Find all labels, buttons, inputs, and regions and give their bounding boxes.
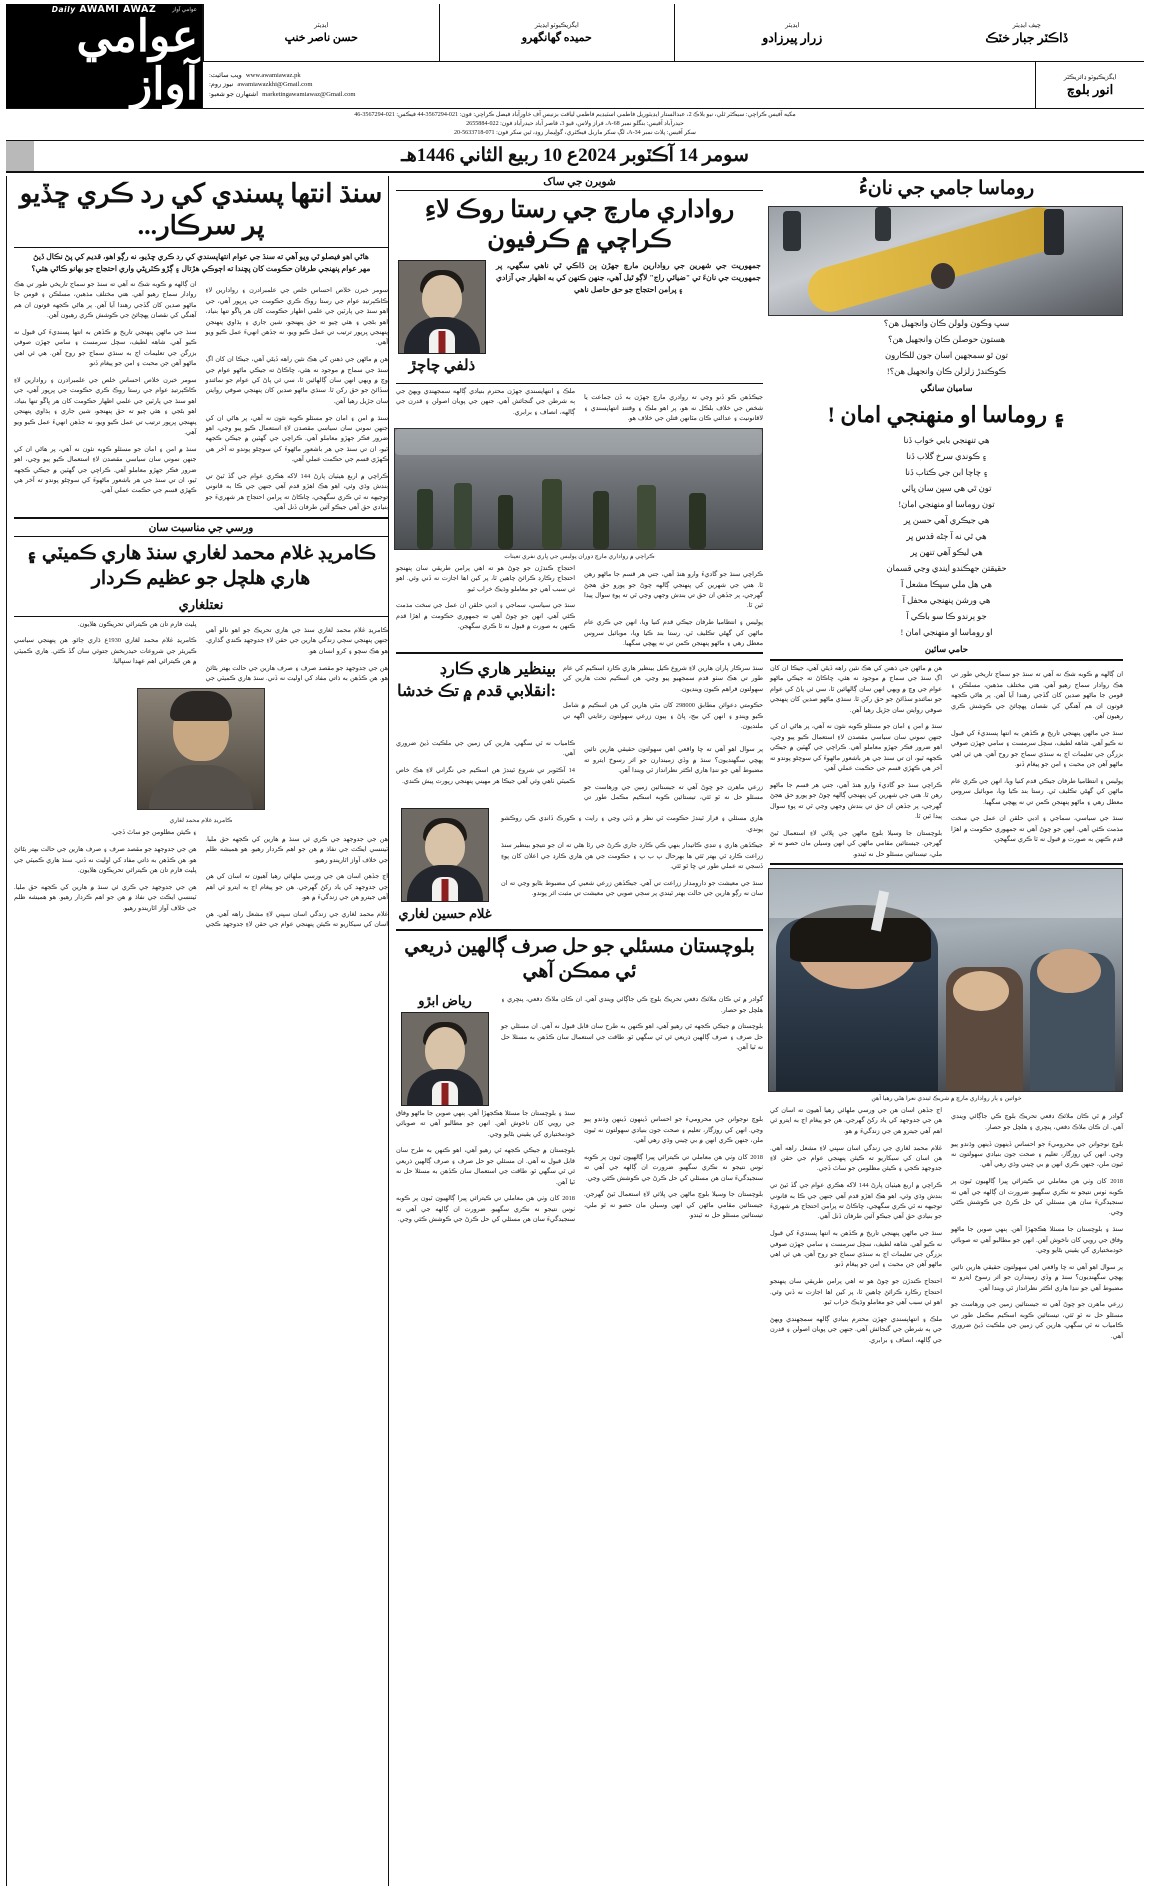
photo-tie-shape [439, 331, 446, 353]
divider [396, 929, 763, 931]
march-subhead-block [494, 260, 763, 301]
balochistan-author-name: رياض ابڙو [418, 992, 472, 1008]
left2-para-11: ملڪ ۽ انتهاپسندي جهڙن محترم بنيادي ڳالهه سمجهندي ويهڻ جي ٻه شرطن جي گنجائش آهي. جنهن جي پويان اصولن ۽ قدرن جي ڳالهه، انصاف ۽ برابري. [770, 1315, 942, 1344]
exec-director-cell [1035, 62, 1144, 108]
march-headline: رواداري مارچ جي رستا روڪ لاءِ ڪراچي ۾ ڪرفيون [424, 196, 735, 253]
march-body-mid [396, 564, 763, 650]
laghari-para-4: اڄ جڏهن اسان هن جي ورسي ملهائي رهيا آهيون ته اسان کي هن جي جدوجهد کي ياد رکڻ گهرجي. هن جو پيغام اڄ به ايترو ئي اهم آهي جيترو هن جي زندگيءَ ۾ هو. [205, 873, 388, 902]
hari-extra-body [501, 808, 763, 906]
hari-card-headline-block [396, 657, 556, 739]
divider [396, 383, 763, 384]
date-band [6, 141, 1144, 173]
laghari-body-bottom [14, 828, 388, 930]
left2-para-5: زرعي ماهرن جو چوڻ آهي ته جيستائين زمين جي ورهاست جو مسئلو حل نه ٿو ٿئي، تيستائين ڪوبه اسڪيم مڪمل طور تي ڪامياب نه ٿي سگهي. هارين کي زمين جي ملڪيت ڏيڻ ضروري آهي. [951, 1301, 1123, 1340]
logo-title-sindhi: عوامي آواز [76, 11, 198, 109]
balochistan-lead-body [501, 989, 763, 1060]
staff-name-0: حسن ناصر خنڀ [284, 31, 358, 44]
poem2-verse-10: هي ورشن پنهنجي محفل آ [902, 595, 991, 605]
laghari-para-1: هن جي جدوجهد جو مقصد صرف ۽ صرف هارين جي حالت بهتر بڻائڻ هو. هن ڪڏهن به ذاتي مفاد کي اوليت نه ڏني. سنڌ هاري ڪميٽي جي پليٽ فارم تان هن ڪيترائي تحريڪون هلايون. [78, 620, 388, 682]
staff-role-2: ايڊيٽر [785, 21, 800, 29]
masthead [6, 4, 1144, 108]
poem2-verse-12: او روماسا او منهنجي امان ! [900, 627, 993, 637]
masthead-contact-row [203, 61, 1144, 108]
hari-card-headline: بينظير هاري ڪارڊ :انقلابي قدم ۾ تڪ خدشا [397, 661, 556, 701]
left-para-6: ڪراچي سنڌ جو گاديءَ وارو هنڌ آهي، جتي هر قسم جا ماڻهو رهن ٿا. هتي جي شهرين کي پنهنجي ڳالهه چوڻ جو پورو حق هجڻ گهرجي، پر جڏهن ان حق تي بندش وجهي وڃي ٿي ته پوءِ سوال پيدا ٿين ٿا. [770, 781, 942, 820]
divider [14, 247, 388, 248]
hari-card-para-1: حڪومتي دعوائن مطابق 298000 کان مٿي هارين کي هن اسڪيم ۾ شامل ڪيو ويندو ۽ انهن کي بيج، ڀاڻ ۽ ٻيون زرعي سهولتون رعايتي اگهه تي ملنديون. [563, 702, 764, 731]
photo-tie-shape [442, 1083, 449, 1105]
staff-role-3: چيف ايڊيٽر [1012, 21, 1041, 29]
balochistan-headline: بلوچستان مسئلي جو حل صرف ڳالهين ذريعي ئي ممڪن آهي [404, 935, 755, 982]
poem2-verse-11: جو ٻرندو ڪا سو باڪي آ [906, 611, 987, 621]
hari-extra-para-1: جيڪڏهن هاري ۽ تنڊي ڪاتيدار بنهي ڪي ڪارڊ جاري ڪرڻ جي رٿا هڻي ته ان جو نتيجو بينظير سنڌ زراعت ڪارڊ ٿي بهتر ٿئي ها بهرحال پ ب پ ۽ حڪومت جي هن هاري ڪارڊ جي اعلان کان پوءِ ڏسجي ته عملي طور تي ڇا ٿو ٿئي. [501, 842, 763, 871]
divider [14, 616, 388, 617]
laghari-para-3: هن جي جدوجهد جي ڪري ئي سنڌ ۾ هارين کي ڪجهه حق مليا. ٽيننسي ايڪٽ جي نفاذ ۾ هن جو اهم ڪردار رهيو. هو هميشه ظلم جي خلاف آواز اٿاريندو رهيو. [205, 835, 388, 864]
march-para-1: ملڪ ۽ انتهاپسندي جهڙن محترم بنيادي ڳالهه سمجهندي ويهڻ جي ٻه شرطن جي گنجائش آهي. جنهن جي پويان اصولن ۽ قدرن جي ڳالهه، انصاف ۽ برابري. [396, 387, 575, 416]
lead-para-2: سنڌ ۾ امن ۽ امان جو مسئلو ڪوبه نئون نه آهي، پر هاڻي ان کي جنهن نموني سان سياسي مقصدن لاءِ استعمال ڪيو پيو وڃي، اهو ضرور فڪر جهڙو معاملو آهي. ڪراچي جي گهٽين ۾ جيڪي ڪجهه ٿيو، ان تي سنڌ جي هر باشعور ماڻهوءَ کي سوچڻو پوندو ته آخر هي ڪهڙي قسم جي حڪمت عملي آهي. [205, 414, 388, 464]
hari-card-para-0: سنڌ سرڪار پاران هارين لاءِ شروع ڪيل بينظير هاري ڪارڊ اسڪيم کي عام طور تي هڪ سٺو قدم سمجهيو پيو وڃي. هن اسڪيم تحت هارين کي سهولتون فراهم ڪيون وينديون. [563, 664, 763, 693]
weblink-value-0[interactable]: www.awamiawaz.pk [245, 71, 301, 79]
poem-verse-1: هستون حوصلن ڪان وانجهيل هن؟ [887, 334, 1006, 344]
hari-extra-para-2: سنڌ جي معيشت جو دارومدار زراعت تي آهي. جيڪڏهن زرعي شعبي کي مضبوط بڻايو وڃي ته ان سان نه رڳو هارين جي حالت بهتر ٿيندي پر سڄي صوبي جي معيشت تي مثبت اثر پوندو. [501, 879, 763, 898]
left-para-3: سنڌ جي سياسي، سماجي ۽ ادبي حلقن ان عمل جي سخت مذمت ڪئي آهي. انهن جو چوڻ آهي ته جمهوري حڪومت ۾ اهڙا قدم ڪنهن به صورت ۾ قبول نه ٿا ڪري سگهجن. [951, 815, 1123, 844]
staff-cell-1 [439, 4, 675, 61]
laghari-author: نعتلغاري [178, 596, 224, 612]
balochistan-body [396, 1109, 763, 1230]
balochistan-para-2: بلوچ نوجوانن جي محروميءَ جو احساس ڏينهون ڏينهن وڌندو پيو وڃي. انهن کي روزگار، تعليم ۽ صحت جون بنيادي سهولتون نه ٿيون ملن، جنهن ڪري انهن ۾ بي چيني وڌي رهي آهي. [584, 1116, 763, 1144]
left-filler-body-2 [770, 1106, 1123, 1350]
poem2-verse-3: تون ٿي هي سڀن سان ڀائي [901, 483, 992, 493]
hari-card-para-4: 14 آڪٽوبر تي شروع ٿيندڙ هن اسڪيم جي نگراني لاءِ هڪ خاص ڪميٽي ٺاهي وئي آهي جيڪا هر مهيني پنهنجي رپورٽ پيش ڪندي. [396, 767, 575, 785]
masthead-staff-panel [202, 4, 1144, 108]
date-band-accent [6, 141, 34, 171]
weblink-label-0: ويب سائيٽ: [209, 71, 242, 79]
page-body [6, 176, 1144, 1886]
balochistan-para-6: بلوچستان ۾ جيڪي ڪجهه ٿي رهيو آهي، اهو ڪنهن به طرح سان قابل قبول نه آهي. ان مسئلي جو حل صرف ۽ صرف ڳالهين ذريعي ئي ٿي سگهي ٿو. طاقت جي استعمال سان ڪڏهن به مسئلا حل نه ٿيا آهن. [396, 1147, 575, 1186]
photo-tie-shape [442, 879, 449, 901]
left2-para-3: سنڌ ۽ بلوچستان جا مسئلا هڪجهڙا آهن. ٻنهي صوبن جا ماڻهو وفاق جي رويي کان ناخوش آهن. انهن جو مطالبو آهي ته صوبائي خودمختياري کي يقيني بڻايو وڃي. [951, 1226, 1123, 1254]
left-para-1: سنڌ جي ماڻهن پنهنجي تاريخ ۾ ڪڏهن به انتها پسنديءَ کي قبول نه ڪيو آهي. شاهه لطيف، سچل سرمست ۽ سامي جهڙن صوفي بزرگن جي تعليمات اڄ به سنڌي سماج جو روح آهن. هي ئي اهي ماڻهو آهن جن محبت ۽ امن جو پيغام ڏنو. [951, 729, 1123, 768]
poem-photo [768, 206, 1123, 316]
staff-role-0: ايڊيٽر [314, 21, 329, 29]
left2-para-10: احتجاج ڪندڙن جو چوڻ هو ته اهي پرامن طريقي سان پنهنجو احتجاج رڪارڊ ڪرائڻ چاهين ٿا، پر کين اها اجازت نه ڏني وئي. اهو ئي سبب آهي جو معاملو وڌيڪ خراب ٿيو. [770, 1278, 942, 1307]
march-para-3: پوليس ۽ انتظاميا طرفان جيڪي قدم کنيا ويا، انهن جي ڪري عام ماڻهن کي گهڻي تڪليف ٿي. رستا بند ڪيا ويا، موبائيل سروس معطل رهي ۽ ماڻهو پنهنجن ڪمن تي نه پهچي سگهيا. [584, 619, 763, 647]
poem-signature-1: ساميان سانگي [920, 382, 973, 393]
poem2-verse-8: حقيقتن جهڪندو ايندي وڃي قسمان [886, 563, 1007, 573]
march-author-name: ذلفي چاچڙ [408, 357, 476, 374]
poem-verse-3: ڪوڪندڙ زلزلن ڪان وانجهيل هن؟! [886, 366, 1007, 376]
lead-para-5: سنڌ جي ماڻهن پنهنجي تاريخ ۾ ڪڏهن به انتها پسنديءَ کي قبول نه ڪيو آهي. شاهه لطيف، سچل سرمست ۽ سامي جهڙن صوفي بزرگن جي تعليمات اڄ به سنڌي سماج جو روح آهن. هي ئي اهي ماڻهو آهن جن محبت ۽ امن جو پيغام ڏنو. [14, 328, 197, 368]
lead-para-7: سنڌ ۾ امن ۽ امان جو مسئلو ڪوبه نئون نه آهي، پر هاڻي ان کي جنهن نموني سان سياسي مقصدن لاءِ استعمال ڪيو پيو وڃي، اهو ضرور فڪر جهڙو معاملو آهي. ڪراچي جي گهٽين ۾ جيڪي ڪجهه ٿيو، ان تي سنڌ جي هر باشعور ماڻهوءَ کي سوچڻو پوندو ته آخر هي ڪهڙي قسم جي حڪمت عملي آهي. [14, 445, 197, 495]
poem-title: ۽ روماسا او منهنجي امان ! [827, 401, 1066, 427]
hari-card-para-2: پر سوال اهو آهي ته ڇا واقعي اهي سهولتون حقيقي هارين تائين پهچي سگهنديون؟ سنڌ ۾ وڏي زميندارن جو اثر رسوخ ايترو ته مضبوط آهي جو ننڍا هاري اڪثر نظرانداز ٿي ويندا آهن. [584, 746, 763, 775]
weblink-value-2[interactable]: marketingawamiawaz@Gmail.com [262, 90, 356, 98]
logo-daily-word: Daily [51, 4, 76, 14]
laghari-para-2: ڪامريڊ غلام محمد لغاري 1930ع ڌاري ڄائو. هن پنهنجي سياسي ڪيريئر جي شروعات حيدربخش جتوئي سان گڏ ڪئي. هاري ڪميٽي ۾ هن ڪيترائي اهم عهدا سنڀاليا. [14, 637, 197, 666]
hari-author-block [396, 808, 494, 925]
left2-para-6: اڄ جڏهن اسان هن جي ورسي ملهائي رهيا آهيون ته اسان کي هن جي جدوجهد کي ياد رکڻ گهرجي. هن جو پيغام اڄ به ايترو ئي اهم آهي جيترو هن جي زندگيءَ ۾ هو. [770, 1106, 942, 1135]
laghari-body-top [14, 620, 388, 685]
poem-signature-2: حامي سائين [924, 643, 969, 654]
weblink-2 [209, 90, 1029, 100]
left2-para-4: پر سوال اهو آهي ته ڇا واقعي اهي سهولتون حقيقي هارين تائين پهچي سگهنديون؟ سنڌ ۾ وڏي زميندارن جو اثر رسوخ ايترو ته مضبوط آهي جو ننڍا هاري اڪثر نظرانداز ٿي ويندا آهن. [951, 1263, 1123, 1292]
laghari-para-0: ڪامريڊ غلام محمد لغاري سنڌ جي هاري تحريڪ جو اهو نالو آهي جنهن پنهنجي سڄي زندگي هارين جي حقن لاءِ جدوجهد ڪندي گذاري. هو هڪ سچو ۽ کرو انسان هو. [205, 626, 388, 655]
laghari-kicker: ورسي جي مناسبت سان [14, 522, 388, 537]
weblink-label-1: نيوز روم: [209, 81, 234, 89]
left2-para-2: 2018 کان وٺي هن معاملي تي ڪيترائي ڀيرا ڳالهيون ٿيون پر ڪوبه ٺوس نتيجو نه نڪري سگهيو. ضرورت ان ڳالهه جي آهي ته سنجيدگيءَ سان هن مسئلي کي حل ڪرڻ جي ڪوشش ڪئي وڃي. [951, 1178, 1123, 1217]
logo-mini-text: عوامي آواز [172, 7, 197, 13]
left2-para-8: ڪراچي ۾ اربع هيٺيان پارڻ 144 لاکه هڪري عوام جي گڏ ٿيڻ تي بندش وڌي وئي، اهو هڪ اهڙو قدم آهي جنهن جي ڪا به قانوني توجيهه نه ٿي ڪري سگهجي، ڇاڪاڻ ته پرامن احتجاج هر شهريءَ جو بنيادي حق آهي جيڪو آئين طرفان ڏنل آهي. [770, 1182, 942, 1221]
divider [396, 652, 763, 654]
office-addresses [6, 108, 1144, 141]
lead-headline: سنڌ انتها پسندي کي رد ڪري ڇڏيو پر سرڪار... [19, 178, 383, 240]
lead-article-body [14, 280, 388, 514]
lead-para-0: سومر خبرن خلاص احساس خلص جي علمبرادرن ۽ روادارين لاءِ ڪاڪٻرتيڊ عوام جي رستا روڪ ڪري حڪومت جي ڀرڀور آهي، جي اهو سنڌ جي پارٽين جي علمي اظهار حڪومت کان هر ڀاڱو تنها بنياد، اهو بڻجي ۽ هئي چيو ته حق پنهنجو، شين جاري ۽ ٻڌاوي پنهنجن پنهنجي ڀرپور ترتيب تي عمل ڪيو ويو، نه جڏهن انهيءَ عمل ڪيو ويو آهي. [205, 287, 388, 347]
left2-para-9: سنڌ جي ماڻهن پنهنجي تاريخ ۾ ڪڏهن به انتها پسنديءَ کي قبول نه ڪيو آهي. شاهه لطيف، سچل سرمست ۽ سامي جهڙن صوفي بزرگن جي تعليمات اڄ به سنڌي سماج جو روح آهن. هي ئي اهي ماڻهو آهن جن محبت ۽ امن جو پيغام ڏنو. [770, 1230, 942, 1269]
laghari-portrait-photo [137, 688, 265, 810]
left2-para-0: گوادر ۾ ٿي ڪان ملائڪ دفعي تحريڪ بلوچ ڪي جاڳائي ويندي آهي. ان ڪان ملاڪ دفعي، پنڇري ۽ هلچل جو حصار. [951, 1113, 1123, 1131]
poem2-verse-4: تون روماسا او منهنجي امان! [898, 499, 995, 509]
weblink-1 [209, 80, 1029, 90]
march-para-0: جيڪڏهن ڪو ڏنو وڃي ته روادري مارچ جهڙن به ڏن جماعت يا شخص جي خلاف بلڪل نه هو، پر اهو ملڪ ۽ وقتنڊ انتهاپسندي ۽ لاقانونيت ۽ عدالتي ڪان مٿانهن قتلن جي خلاف هو. [584, 394, 763, 423]
march-body-top [396, 387, 763, 428]
exec-director-name: انور بلوچ [1066, 82, 1114, 97]
balochistan-para-5: سنڌ ۽ بلوچستان جا مسئلا هڪجهڙا آهن. ٻنهي صوبن جا ماڻهو وفاق جي رويي کان ناخوش آهن. انهن جو مطالبو آهي ته صوبائي خودمختياري کي يقيني بڻايو وڃي. [396, 1109, 575, 1138]
lead-para-1: هن ۾ ماڻهن جي ذهنن کي هڪ نئين راهه ڏيڻي آهي، جيڪا ان کان اڳ سنڌ جي سماج ۾ موجود نه هئي، ڇاڪاڻ ته جيڪي ماڻهو عوام جي وچ ۾ ويهي انهن سان ڳالهائين ٿا، سي ئي پاڻ کي عوام جو نمائندو سڏائڻ جو حق رکن ٿا. سنڌي ماڻهو صدين کان پنهنجي صوفي روايتن سان جڙيل رهيا آهن. [205, 356, 388, 405]
hari-card-lead-body [563, 657, 763, 739]
staff-roles-row [203, 4, 1144, 61]
poem-block-2 [770, 433, 1123, 656]
laghari-para-6: هن جي جدوجهد جو مقصد صرف ۽ صرف هارين جي حالت بهتر بڻائڻ هو. هن ڪڏهن به ذاتي مفاد کي اوليت نه ڏني. سنڌ هاري ڪميٽي جي پليٽ فارم تان هن ڪيترائي تحريڪون هلايون. [14, 846, 197, 874]
left-para-7: بلوچستان جا وسيلا بلوچ ماڻهن جي ڀلائي لاءِ استعمال ٿيڻ گهرجن. جيستائين مقامي ماڻهن کي انهن وسيلن مان حصو نه ٿو ملي، تيستائين مسئلو حل نه ٿيندو. [770, 829, 942, 858]
balochistan-author-photo [401, 1012, 489, 1106]
staff-name-2: زرار پيرزادو [762, 30, 823, 45]
poem-verse-2: تون ٿو سمجهين اسان جون للڪارون [884, 350, 1009, 360]
march-para-4: احتجاج ڪندڙن جو چوڻ هو ته اهي پرامن طريقي سان پنهنجو احتجاج رڪارڊ ڪرائڻ چاهين ٿا، پر کين اها اجازت نه ڏني وئي. اهو ئي سبب آهي جو معاملو وڌيڪ خراب ٿيو. [396, 564, 575, 593]
poem2-verse-7: هي ليڪو آهي تنهن ڀر [910, 547, 983, 557]
office-line-karachi: مکيه آفيس ڪراچي: سيڪٽر ٿلي، نيو بلاڪ 2، عبدالستار ايڊيٽوريل فاطمي اسٽيڊيم فاطمي لياقت بزنيس آف خاورآباد فيصل ڪراچي: فون: 021-3567294-44 فيڪس: 021-3567294-46 [354, 111, 796, 118]
column-left [770, 176, 1130, 1886]
march-para-2: ڪراچي سنڌ جو گاديءَ وارو هنڌ آهي، جتي هر قسم جا ماڻهو رهن ٿا. هتي جي شهرين کي پنهنجي ڳالهه چوڻ جو پورو حق هجڻ گهرجي، پر جڏهن ان حق تي بندش وجهي وڃي ٿي ته پوءِ سوال پيدا ٿين ٿا. [584, 571, 763, 610]
balochistan-para-0: گوادر ۾ ٿي ڪان ملائڪ دفعي تحريڪ بلوچ ڪي جاڳائي ويندي آهي. ان ڪان ملاڪ دفعي، پنڇري ۽ هلچل جو حصار. [501, 996, 763, 1014]
hari-author-photo [401, 808, 489, 902]
hari-extra-para-0: هاري مسئلي ۽ قرار ٿيندڙ حڪومت ٿي نظر ۾ ڏٺي وڃي ۽ رايت ۽ ڪورڪ ڏانڊي ڪي روڪشو پوندي. [501, 815, 763, 833]
balochistan-para-4: بلوچستان جا وسيلا بلوچ ماڻهن جي ڀلائي لاءِ استعمال ٿيڻ گهرجن. جيستائين مقامي ماڻهن کي انهن وسيلن مان حصو نه ٿو ملي، تيستائين مسئلو حل نه ٿيندو. [584, 1191, 763, 1220]
staff-name-3: ڏاڪٽر جبار خٽڪ [985, 30, 1069, 45]
divider [770, 659, 1123, 661]
lead-para-3: ڪراچي ۾ اربع هيٺيان پارڻ 144 لاکه هڪري عوام جي گڏ ٿيڻ تي بندش وڌي وئي، اهو هڪ اهڙو قدم آهي جنهن جي ڪا به قانوني توجيهه نه ٿي ڪري سگهجي، ڇاڪاڻ ته پرامن احتجاج هر شهريءَ جو بنيادي حق آهي جيڪو آئين طرفان ڏنل آهي. [205, 472, 388, 512]
laghari-para-7: هن جي جدوجهد جي ڪري ئي سنڌ ۾ هارين کي ڪجهه حق مليا. ٽيننسي ايڪٽ جي نفاذ ۾ هن جو اهم ڪردار رهيو. هو هميشه ظلم جي خلاف آواز اٿاريندو رهيو. [14, 883, 197, 912]
poem2-verse-0: هي تنهنجي بابي خواب ڏنا [903, 435, 990, 445]
march-kicker: شوبرن جي ساک [396, 176, 763, 191]
hari-card-para-3: زرعي ماهرن جو چوڻ آهي ته جيستائين زمين جي ورهاست جو مسئلو حل نه ٿو ٿئي، تيستائين ڪوبه اسڪيم مڪمل طور تي ڪامياب نه ٿي سگهي. هارين کي زمين جي ملڪيت ڏيڻ ضروري آهي. [396, 739, 763, 802]
divider [14, 517, 388, 519]
lead-para-6: سومر خبرن خلاص احساس خلص جي علمبرادرن ۽ روادارين لاءِ ڪاڪٻرتيڊ عوام جي رستا روڪ ڪري حڪومت جي ڀرڀور آهي، جي اهو سنڌ جي پارٽين جي علمي اظهار حڪومت کان هر ڀاڱو تنها بنياد، اهو بڻجي ۽ هئي چيو ته حق پنهنجو، شين جاري ۽ ٻڌاوي پنهنجن پنهنجي ڀرپور ترتيب تي عمل ڪيو ويو، نه جڏهن انهيءَ عمل ڪيو ويو آهي. [14, 376, 197, 436]
march-subhead: جمهوريت جي شهرين جي روادارين مارچ جهڙن ٻن ڏاڪي ٿي ناهي سگهي، پر جمهوريت جي نانءَ تي "ضيائي راج" لاڳو ٿيل آهي، جنهن ڪنهن کي به اظهار جي آزادي ۽ پرامن احتجاج جو حق حاصل ناهي [496, 260, 761, 294]
balochistan-author-block [396, 989, 494, 1109]
left-para-4: هن ۾ ماڻهن جي ذهنن کي هڪ نئين راهه ڏيڻي آهي، جيڪا ان کان اڳ سنڌ جي سماج ۾ موجود نه هئي، ڇاڪاڻ ته جيڪي ماڻهو عوام جي وچ ۾ ويهي انهن سان ڳالهائين ٿا، سي ئي پاڻ کي عوام جو نمائندو سڏائڻ جو حق رکن ٿا. سنڌي ماڻهو صدين کان پنهنجي صوفي روايتن سان جڙيل رهيا آهن. [770, 664, 942, 714]
march-author-block [396, 260, 488, 379]
newspaper-logo [6, 4, 202, 108]
publication-date: سومر 14 آڪٽوبر 2024ع 10 ربيع الثاني 1446هـ [401, 145, 749, 167]
photo-head-shape [422, 275, 462, 321]
weblink-label-2: اشتهارن جو شعبو: [209, 90, 259, 98]
rally-photo [768, 868, 1123, 1092]
logo-name-word: AWAMI AWAZ [79, 3, 157, 15]
left-para-2: پوليس ۽ انتظاميا طرفان جيڪي قدم کنيا ويا، انهن جي ڪري عام ماڻهن کي گهڻي تڪليف ٿي. رستا بند ڪيا ويا، موبائيل سروس معطل رهي ۽ ماڻهو پنهنجن ڪمن تي نه پهچي سگهيا. [951, 777, 1123, 806]
balochistan-para-3: 2018 کان وٺي هن معاملي تي ڪيترائي ڀيرا ڳالهيون ٿيون پر ڪوبه ٺوس نتيجو نه نڪري سگهيو. ضرورت ان ڳالهه جي آهي ته سنجيدگيءَ سان هن مسئلي کي حل ڪرڻ جي ڪوشش ڪئي وڃي. [584, 1153, 763, 1182]
weblink-value-1[interactable]: awamiawazkhi@Gmail.com [237, 81, 313, 89]
column-middle [388, 176, 770, 1886]
balochistan-para-7: 2018 کان وٺي هن معاملي تي ڪيترائي ڀيرا ڳالهيون ٿيون پر ڪوبه ٺوس نتيجو نه نڪري سگهيو. ضرورت ان ڳالهه جي آهي ته سنجيدگيءَ سان هن مسئلي کي حل ڪرڻ جي ڪوشش ڪئي وڃي. [396, 1195, 575, 1224]
march-protest-photo [394, 428, 763, 550]
hari-card-body [396, 739, 763, 804]
march-author-photo [398, 260, 486, 354]
poem2-verse-2: ۽ چاچا ابن جي ڪتاب ڏنا [905, 467, 988, 477]
poem-block-1 [770, 316, 1123, 395]
staff-cell-0 [203, 4, 439, 61]
laghari-headline: ڪامريڊ غلام محمد لغاري سنڌ هاري ڪميٽي ۽ هاري هلچل جو عظيم ڪردار [25, 542, 377, 589]
office-line-sukkur: سکر آفيس: پلاٽ نمبر A-34، لڳ سکر ماربل فيڪٽري، گولِيمار روڊ، ٿين سکر فون: 071-5633718-20 [453, 130, 697, 137]
staff-cell-3 [910, 4, 1145, 61]
exec-director-role: ايگزيڪيوٽو ڊائريڪٽر [1063, 74, 1117, 81]
lead-para-4: ان ڳالهه ۾ ڪوبه شڪ نه آهي ته سنڌ جو سماج تاريخي طور تي هڪ روادار سماج رهيو آهي. هتي مختلف مذهبن، مسلڪن ۽ قومن جا ماڻهو صدين کان گڏجي رهندا آيا آهن. پر هاڻي ڪجهه قوتون ان هم آهنگي کي نقصان پهچائڻ جي ڪوشش ڪري رهيون آهن. [14, 280, 197, 320]
photo-head-shape [425, 823, 465, 869]
march-photo-caption: ڪراچي ۾ رواداري مارچ دوران پوليس جي ڀاري نفري تعينات [504, 552, 655, 560]
poem2-verse-5: هي جيڪري آهي حسن ڀر [903, 515, 990, 525]
staff-role-1: ايگزيڪيوٽو ايڊيٽر [534, 21, 579, 29]
photo-head-shape [425, 1027, 465, 1073]
poem2-verse-6: هي ٿي نه آ ڄڻه قدس ڀر [906, 531, 987, 541]
lead-subhead: هاڻي اهو فيصلو ٿي ويو آهي ته سنڌ جي عوام انتهاپسندي کي رد ڪري ڇڏيو، نه رڳو اهو، قديم کي پڻ نڪال ڏيڻ مهر عوام پنهنجي طرفان حڪومت کان پڇندا ته اڄوڪي هڙتال ۽ ڳڙو ڪٽرپڻي واري احتجاج جو بهانو ڪاٿي هئي؟ [31, 251, 371, 273]
march-para-5: سنڌ جي سياسي، سماجي ۽ ادبي حلقن ان عمل جي سخت مذمت ڪئي آهي. انهن جو چوڻ آهي ته جمهوري حڪومت ۾ اهڙا قدم ڪنهن به صورت ۾ قبول نه ٿا ڪري سگهجن. [396, 602, 575, 631]
poem2-verse-9: هي هل ملي سڀڪا مشعل آ [901, 579, 992, 589]
left-filler-body-1 [770, 664, 1123, 860]
left2-para-1: بلوچ نوجوانن جي محروميءَ جو احساس ڏينهون ڏينهن وڌندو پيو وڃي. انهن کي روزگار، تعليم ۽ صحت جون بنيادي سهولتون نه ٿيون ملن، جنهن ڪري انهن ۾ بي چيني وڌي رهي آهي. [951, 1140, 1123, 1169]
poem2-verse-1: ۽ ڪوندي سرخ گلاب ڏنا [906, 451, 987, 461]
poem-kicker-title: روماسا جامي جي نانءُ [858, 177, 1035, 199]
left-para-5: سنڌ ۾ امن ۽ امان جو مسئلو ڪوبه نئون نه آهي، پر هاڻي ان کي جنهن نموني سان سياسي مقصدن لاءِ استعمال ڪيو پيو وڃي، اهو ضرور فڪر جهڙو معاملو آهي. ڪراچي جي گهٽين ۾ جيڪي ڪجهه ٿيو، ان تي سنڌ جي هر باشعور ماڻهوءَ کي سوچڻو پوندو ته آخر هي ڪهڙي قسم جي حڪمت عملي آهي. [770, 723, 942, 772]
staff-name-1: حميده گهانگهرو [521, 31, 592, 44]
column-right [6, 176, 388, 1886]
hari-author-name: غلام حسين لغاري [398, 905, 492, 921]
left-para-0: ان ڳالهه ۾ ڪوبه شڪ نه آهي ته سنڌ جو سماج تاريخي طور تي هڪ روادار سماج رهيو آهي. هتي مختلف مذهبن، مسلڪن ۽ قومن جا ماڻهو صدين کان گڏجي رهندا آيا آهن. پر هاڻي ڪجهه قوتون ان هم آهنگي کي نقصان پهچائڻ جي ڪوشش ڪري رهيون آهن. [951, 671, 1123, 720]
weblink-0 [209, 71, 1029, 81]
laghari-para-5: غلام محمد لغاري جي زندگي اسان سڀني لاءِ مشعل راهه آهي. هن اسان کي سيکاريو ته ڪيئن پنهنجي عوام جي حقن لاءِ جدوجهد ڪجي ۽ ڪيئن مظلومن جو ساٿ ڏجي. [111, 829, 388, 929]
poem-verse-0: سڀ وڪون ولولن ڪان وانجهيل هن؟ [883, 318, 1010, 328]
balochistan-para-1: بلوچستان ۾ جيڪي ڪجهه ٿي رهيو آهي، اهو ڪنهن به طرح سان قابل قبول نه آهي. ان مسئلي جو حل صرف ۽ صرف ڳالهين ذريعي ئي ٿي سگهي ٿو. طاقت جي استعمال سان ڪڏهن به مسئلا حل نه ٿيا آهن. [501, 1023, 763, 1052]
staff-cell-2 [674, 4, 910, 61]
divider [770, 863, 1123, 865]
laghari-portrait-caption: ڪامريڊ غلام محمد لغاري [169, 817, 233, 825]
office-line-hyderabad: حيدرآباد آفيس: بنگلو نمبر A-68، فراز ولاس، قيو 3، قاصر آباد حيدرآباد فون: 022-2655884 [466, 120, 684, 127]
rally-photo-caption: خواتين ۽ ٻار رواداري مارچ ۾ شريڪ ٿيندي نعرا هڻي رهيا آهن [871, 1094, 1022, 1102]
left2-para-7: غلام محمد لغاري جي زندگي اسان سڀني لاءِ مشعل راهه آهي. هن اسان کي سيکاريو ته ڪيئن پنهنجي عوام جي حقن لاءِ جدوجهد ڪجي ۽ ڪيئن مظلومن جو ساٿ ڏجي. [770, 1144, 942, 1173]
masthead-weblinks [203, 62, 1035, 108]
